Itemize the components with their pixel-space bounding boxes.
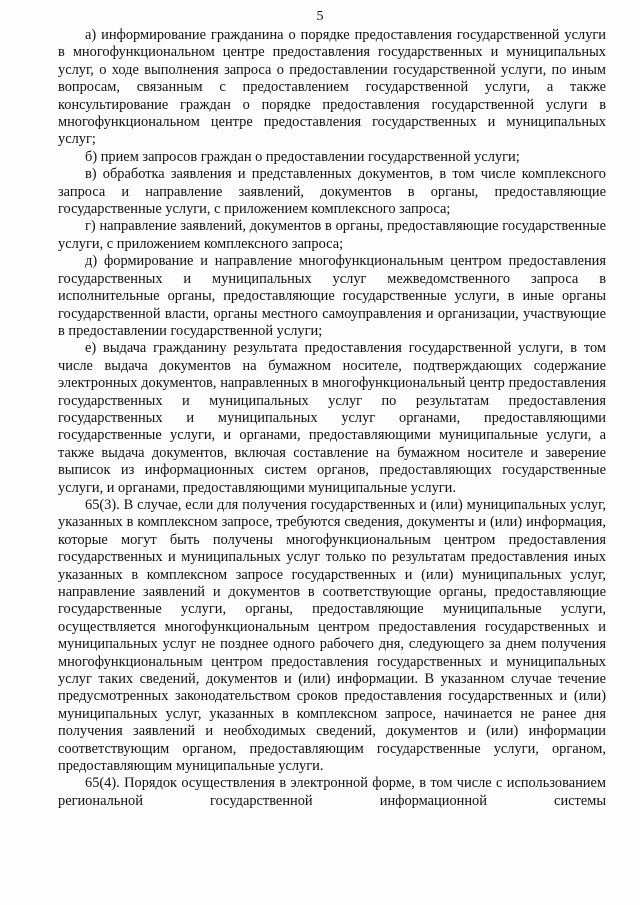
paragraph-65-4: 65(4). Порядок осуществления в электронной форме, в том числе с использованием региональной государственной информационной системы (58, 775, 606, 809)
paragraph-65-3: 65(3). В случае, если для получения государственных и (или) муниципальных услуг, указанных в комплексном запросе, требуются сведения, документы и (или) информация, которые могут быть получены многофункциональным центром предоставления государственных и муниципальных услуг только по результатам предоставления иных указанных в комплексном запросе государственных и (или) муниципальных услуг, направление заявлений и документов в соответствующие органы, предоставляющие государственные услуги, органы, предоставляющие муниципальные услуги, осуществляется многофункциональным центром предоставления государственных и муниципальных услуг не позднее одного рабочего дня, следующего за днем получения многофункциональным центром предоставления государственных и муниципальных услуг таких сведений, документов и (или) информации. В указанном случае течение предусмотренных законодательством сроков предоставления государственных и (или) муниципальных услуг, указанных в комплексном запросе, начинается не ранее дня получения заявлений и необходимых сведений, документов и (или) информации соответствующим органом, предоставляющим государственные услуги, органом, предоставляющим муниципальные услуги. (58, 496, 606, 775)
paragraph-item-a: а) информирование гражданина о порядке предоставления государственной услуги в многофункциональном центре предоставления государственных и муниципальных услуг, о ходе выполнения запроса о предоставлении государственной услуги, по иным вопросам, связанным с предоставлением государственной услуги, а также консультирование граждан о порядке предоставления государственной услуги в многофункциональном центре предоставления государственных и муниципальных услуг; (58, 27, 606, 148)
paragraph-item-b: б) прием запросов граждан о предоставлении государственной услуги; (85, 148, 520, 165)
page-number: 5 (316, 9, 324, 24)
paragraph-item-g: г) направление заявлений, документов в органы, предоставляющие государственные услуги, с приложением комплексного запроса; (58, 218, 606, 252)
paragraph-item-v: в) обработка заявления и представленных документов, в том числе комплексного запроса и направление заявлений, документов в органы, предоставляющие государственные услуги, с приложением комплексного запроса; (58, 166, 606, 218)
paragraph-item-e: е) выдача гражданину результата предоставления государственной услуги, в том числе выдача документов на бумажном носителе, подтверждающих содержание электронных документов, направленных в многофункциональный центр предоставления государственных и муниципальных услуг по результатам предоставления государственных и муниципальных услуг органами, предоставляющими государственные услуги, и органами, предоставляющими муниципальные услуги, а также выдача документов, включая составление на бумажном носителе и заверение выписок из информационных систем органов, предоставляющих государственные услуги, и органами, предоставляющими муниципальные услуги. (58, 340, 606, 496)
paragraph-item-d: д) формирование и направление многофункциональным центром предоставления государственных и муниципальных услуг межведомственного запроса в исполнительные органы, предоставляющие государственные услуги, в иные органы государственной власти, органы местного самоуправления и организации, участвующие в предоставлении государственной услуги; (58, 253, 606, 339)
document-body (58, 27, 606, 810)
